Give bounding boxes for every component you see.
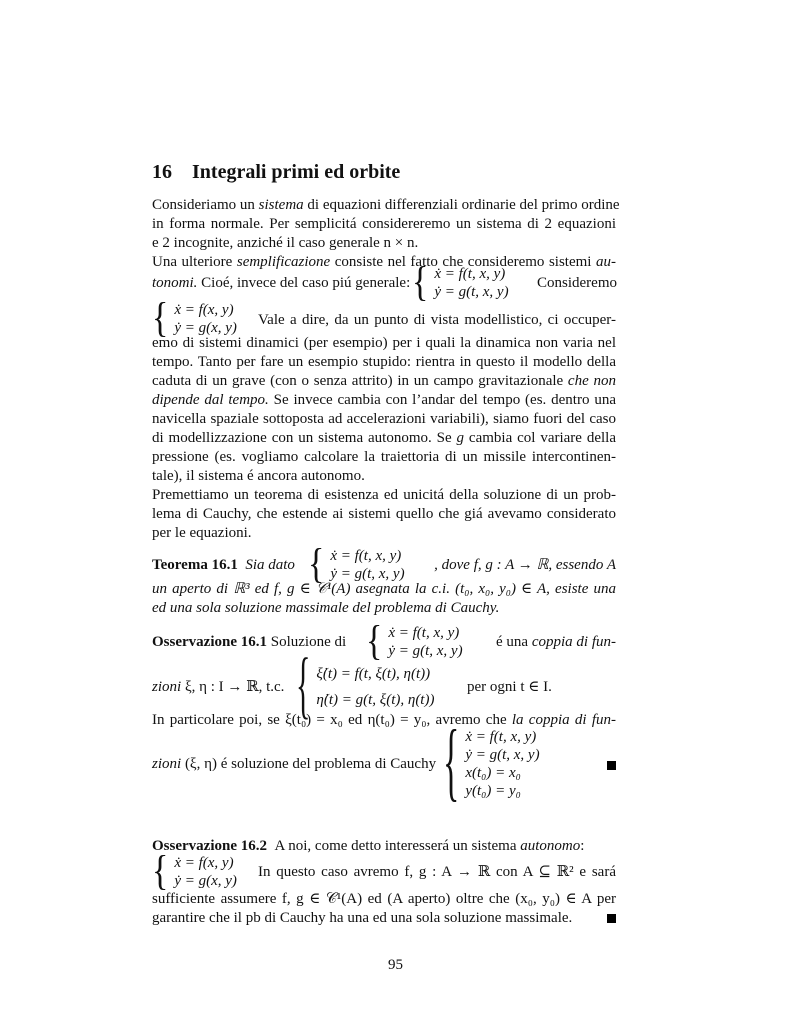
obs1-post-pre: é una [496, 634, 532, 650]
p2-line-1 [152, 253, 616, 272]
cauchy-problem-system [443, 714, 540, 811]
system-row: x(t₀) = x₀ [465, 765, 521, 781]
obs1-line-2 [152, 678, 284, 697]
system-row: η̇(t) = g(t, ξ(t), η(t)) [316, 692, 435, 708]
p2-l6-pre: caduta di un grave (con o senza attrito) in un campo gravitazionale [152, 373, 568, 389]
p1-line-1 [152, 196, 620, 215]
qed-square [607, 914, 616, 923]
p3-line-3: per le equazioni. [152, 525, 252, 541]
obs1-l2-mid: ξ, η : I → ℝ, t.c. [181, 679, 285, 695]
obs2-line-4: garantire che il pb di Cauchy ha una ed una sola soluzione massimale. [152, 910, 573, 926]
p2-l1-em2: au- [595, 254, 616, 270]
p1-l1-post: di equazioni differenziali ordinarie del primo ordine [303, 197, 620, 213]
p2-line-9 [152, 429, 616, 448]
obs1-system [366, 618, 463, 665]
system-row: ẏ = g(t, x, y) [388, 643, 463, 659]
obs2-em: autonomo [520, 838, 581, 854]
obs2-label: Osservazione 16.2 [152, 838, 267, 854]
system-row: ẋ = f(t, x, y) [388, 625, 460, 641]
theorem-line-3: ed una sola soluzione massimale del problema di Cauchy. [152, 600, 500, 616]
p2-line-5: tempo. Tanto per fare un esempio stupido: rientra in questo il modello della [152, 354, 616, 370]
obs1-pre: Soluzione di [270, 634, 347, 650]
p2-line-11: tale), il sistema é ancora autonomo. [152, 468, 365, 484]
section-number: 16 [152, 161, 172, 183]
system-row: ẋ = f(x, y) [174, 302, 234, 318]
system-row: y(t₀) = y₀ [465, 783, 521, 799]
p2-l7-em: dipende dal tempo. [152, 392, 269, 408]
obs2-pre: A noi, come detto interesserá un sistema [274, 838, 521, 854]
brace: { [412, 259, 429, 306]
p2-line-7 [152, 391, 616, 410]
p2-line-10: pressione (es. vogliamo calcolare la traiettoria di un missile intercontinen- [152, 449, 616, 465]
p3-line-1: Premettiamo un teorema di esistenza ed unicitá della soluzione di un prob- [152, 487, 616, 503]
obs2-colon: : [580, 838, 585, 854]
p2-line-3: Vale a dire, da un punto di vista modellistico, ci occuper- [258, 312, 616, 328]
system-autonomous [152, 295, 237, 342]
brace: { [152, 848, 169, 895]
theorem-label: Teorema 16.1 [152, 557, 238, 573]
system-nonautonomous [412, 259, 509, 306]
page-number: 95 [388, 957, 403, 973]
section-title: Integrali primi ed orbite [192, 161, 401, 183]
qed-square [607, 761, 616, 770]
p2-l9-pre: di modellizzazione con un sistema autonomo. Se [152, 430, 457, 446]
obs1-line-4 [152, 755, 436, 774]
p2-line-6 [152, 372, 616, 391]
p2-l9-g: g [456, 430, 465, 446]
p3-line-2: lema di Cauchy, che estende ai sistemi quello che giá avevamo considerato [152, 506, 616, 522]
obs1-line-3 [152, 711, 616, 730]
brace: { [366, 618, 383, 665]
system-row: ẏ = g(t, x, y) [330, 566, 405, 582]
p1-line-3: e 2 incognite, anziché il caso generale n × n. [152, 235, 419, 251]
obs1-line-1-post [485, 633, 616, 652]
system-row: ẋ = f(t, x, y) [465, 729, 537, 745]
obs1-l3-pre: In particolare poi, se ξ(t₀) = x₀ ed η(t₀) = y₀, avremo che [152, 712, 512, 728]
p2-l2-post: Cioé, invece del caso piú generale: [197, 275, 411, 291]
theorem-line-1 [152, 556, 295, 575]
theorem-pre: Sia dato [245, 557, 295, 573]
p2-l1-em: semplificazione [236, 254, 331, 270]
section-heading [152, 158, 400, 186]
system-row: ẏ = g(t, x, y) [465, 747, 540, 763]
theorem-line-2: un aperto di ℝ³ ed f, g ∈ 𝒞¹(A) asegnata la c.i. (t₀, x₀, y₀) ∈ A, esiste una [152, 581, 616, 597]
system-row: ẋ = f(t, x, y) [434, 266, 506, 282]
obs1-label: Osservazione 16.1 [152, 634, 267, 650]
obs2-line-3: sufficiente assumere f, g ∈ 𝒞¹(A) ed (A aperto) oltre che (x₀, y₀) ∈ A per [152, 891, 616, 907]
obs1-l3-em: la coppia di fun- [511, 712, 616, 728]
obs1-line-1 [152, 633, 346, 652]
brace: { [308, 541, 325, 588]
system-row: ẋ = f(t, x, y) [330, 548, 402, 564]
obs2-line-2: In questo caso avremo f, g : A → ℝ con A ⊆ ℝ² e sará [258, 864, 616, 880]
brace: { [443, 714, 460, 811]
p2-line-8: navicella spaziale sottoposta ad accelerazioni variabili), siamo fuori del caso [152, 411, 616, 427]
obs1-post-em: coppia di fun- [531, 634, 616, 650]
system-row: ẏ = g(x, y) [174, 873, 237, 889]
brace: { [152, 295, 169, 342]
system-row: ẏ = g(t, x, y) [434, 284, 509, 300]
p2-line-2 [152, 274, 410, 293]
p2-l2-em: tonomi. [152, 275, 198, 291]
theorem-system [308, 541, 405, 588]
p1-l1-pre: Consideriamo un [152, 197, 259, 213]
obs1-l4-em: zioni [152, 756, 182, 772]
obs2-system [152, 848, 237, 895]
p2-l7-post: Se invece cambia con l’andar del tempo (es. dentro una [268, 392, 616, 408]
system-row: ẋ = f(x, y) [174, 855, 234, 871]
p2-line-2-end: Consideremo [537, 275, 617, 291]
theorem-line-1-post: , dove f, g : A → ℝ, essendo A [434, 557, 616, 573]
system-row: ξ̇(t) = f(t, ξ(t), η(t)) [316, 666, 431, 682]
p2-l6-em: che non [567, 373, 616, 389]
obs1-l4-post: (ξ, η) é soluzione del problema di Cauchy [181, 756, 437, 772]
obs1-l2-em: zioni [152, 679, 182, 695]
p2-l1-pre: Una ulteriore [152, 254, 237, 270]
brace: { [296, 644, 311, 727]
p2-l1-post: consiste nel fatto che consideremo sistemi [330, 254, 596, 270]
p1-line-2: in forma normale. Per semplicitá considereremo un sistema di 2 equazioni [152, 216, 616, 232]
p2-l9-post: cambia col variare della [464, 430, 616, 446]
obs1-line-2-end: per ogni t ∈ I. [467, 679, 552, 695]
system-row: ẏ = g(x, y) [174, 320, 237, 336]
p1-l1-em: sistema [258, 197, 304, 213]
p2-line-4: emo di sistemi dinamici (per esempio) per i quali la dinamica non varia nel [152, 335, 616, 351]
